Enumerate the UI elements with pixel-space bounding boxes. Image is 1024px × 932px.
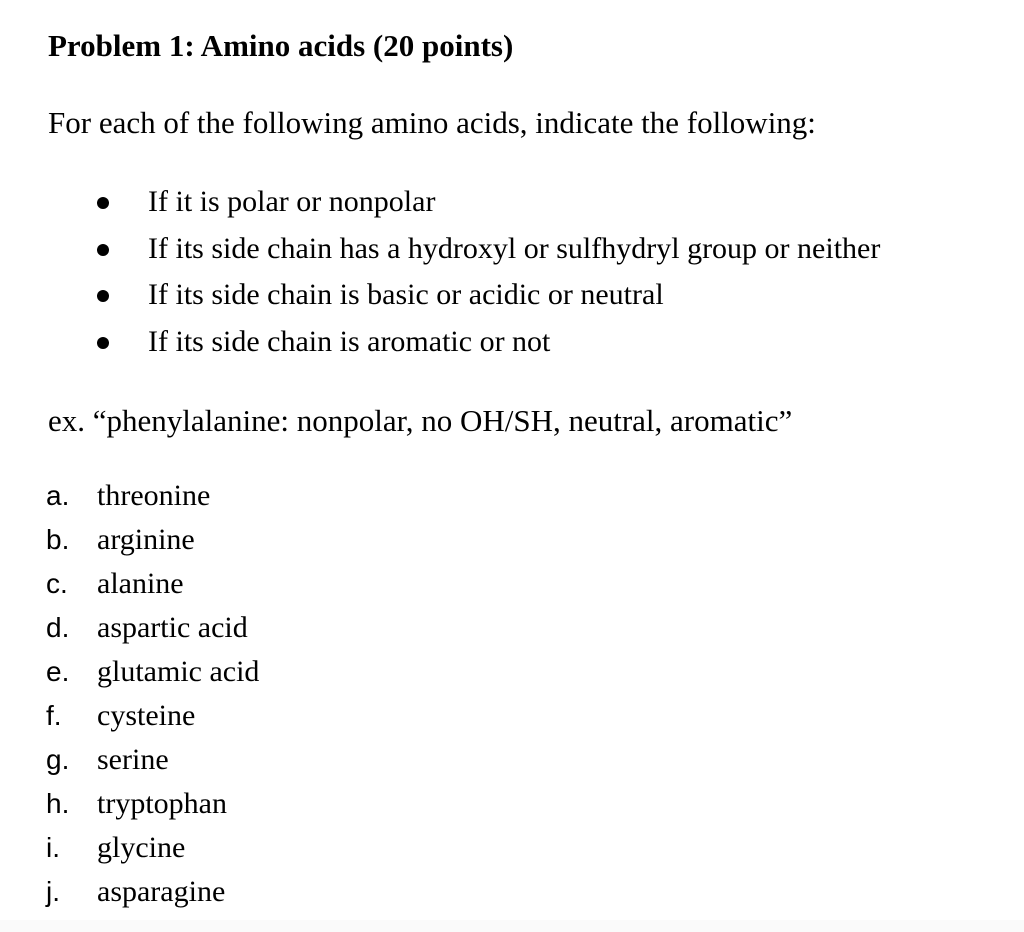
amino-acid-name: aspartic acid: [97, 611, 248, 644]
amino-acid-name: serine: [97, 743, 169, 776]
amino-acid-name: glutamic acid: [97, 655, 260, 688]
bullet-icon: [97, 197, 109, 209]
list-marker: d.: [46, 612, 70, 643]
amino-acid-list: [0, 476, 1024, 916]
criteria-item: [0, 275, 1024, 322]
list-marker: a.: [46, 480, 70, 511]
list-marker: g.: [46, 744, 70, 775]
bullet-icon: [97, 337, 109, 349]
list-marker: j.: [46, 876, 60, 907]
amino-acid-item: [0, 520, 1024, 564]
example-answer: ex. “phenylalanine: nonpolar, no OH/SH, neutral, aromatic”: [48, 403, 793, 438]
criteria-text: If it is polar or nonpolar: [148, 185, 436, 218]
list-marker: b.: [46, 524, 70, 555]
amino-acid-item: [0, 608, 1024, 652]
amino-acid-item: [0, 784, 1024, 828]
list-marker: h.: [46, 788, 70, 819]
criteria-text: If its side chain is basic or acidic or neutral: [148, 278, 664, 311]
list-marker: c.: [46, 568, 68, 599]
amino-acid-name: alanine: [97, 567, 184, 600]
amino-acid-item: [0, 564, 1024, 608]
amino-acid-name: cysteine: [97, 699, 196, 732]
criteria-item: [0, 182, 1024, 229]
bullet-icon: [97, 244, 109, 256]
criteria-text: If its side chain is aromatic or not: [148, 324, 551, 358]
bullet-icon: [97, 290, 109, 302]
amino-acid-name: asparagine: [97, 875, 226, 908]
amino-acid-item: [0, 652, 1024, 696]
amino-acid-name: tryptophan: [97, 787, 227, 820]
amino-acid-item: [0, 476, 1024, 520]
amino-acid-item: [0, 696, 1024, 740]
amino-acid-item: [0, 828, 1024, 872]
page-bottom-edge: [0, 920, 1024, 932]
criteria-item: [0, 229, 1024, 276]
list-marker: f.: [46, 700, 62, 731]
amino-acid-name: threonine: [97, 479, 211, 512]
instruction-text: For each of the following amino acids, indicate the following:: [48, 105, 816, 140]
amino-acid-item: [0, 740, 1024, 784]
criteria-text: If its side chain has a hydroxyl or sulfhydryl group or neither: [148, 231, 881, 265]
problem-title: Problem 1: Amino acids (20 points): [48, 28, 514, 63]
list-marker: e.: [46, 656, 70, 687]
list-marker: i.: [46, 832, 60, 863]
criteria-list: [0, 182, 1024, 368]
amino-acid-name: arginine: [97, 523, 195, 556]
amino-acid-name: glycine: [97, 831, 186, 864]
amino-acid-item: [0, 872, 1024, 916]
criteria-item: [0, 322, 1024, 369]
